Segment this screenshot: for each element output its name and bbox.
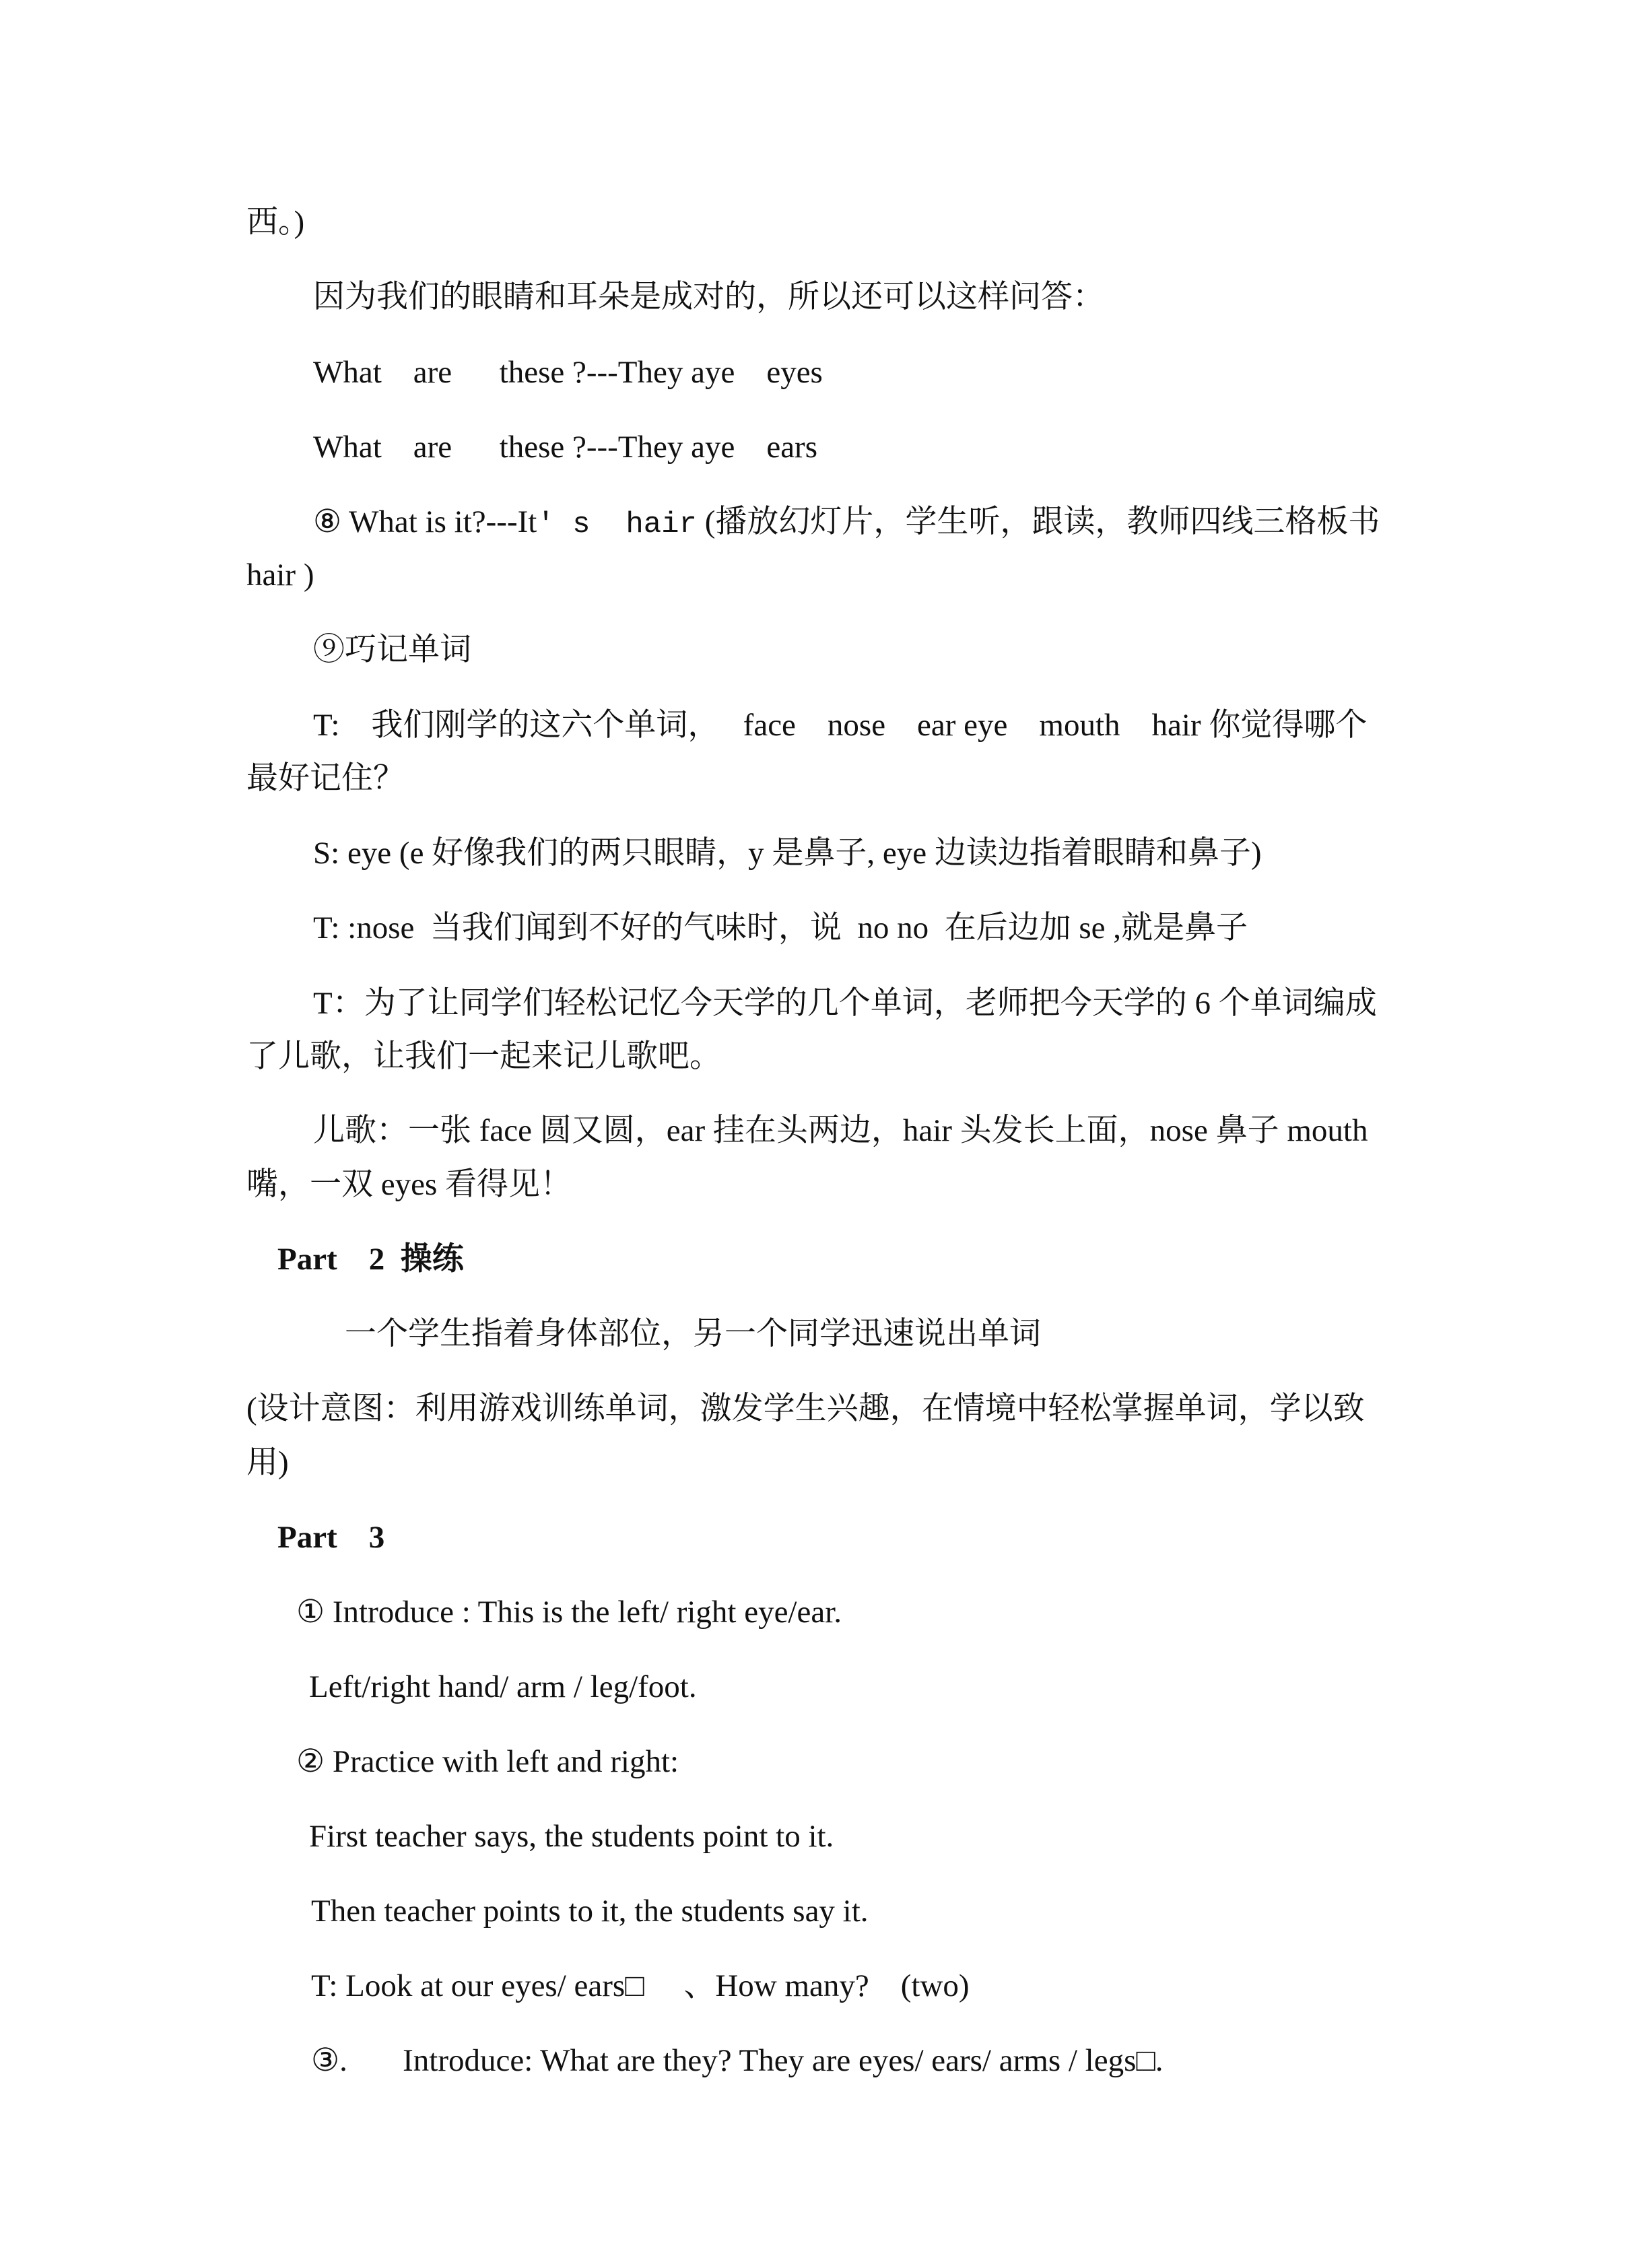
section-heading-part-2: Part 2 操练 [277, 1242, 464, 1277]
text-line-19: 用) [246, 1445, 289, 1480]
text-line-5 [313, 496, 1380, 551]
text-line-13: 了儿歌，让我们一起来记儿歌吧。 [246, 1039, 721, 1074]
text-line-8: T: 我们刚学的这六个单词， face nose ear eye mouth hair 你觉得哪个 [313, 708, 1368, 743]
text-line-3: What are these ?---They aye eyes [313, 355, 823, 390]
text-line-11: T: :nose 当我们闻到不好的气味时，说 no no 在后边加 se ,就是鼻子 [313, 910, 1248, 945]
text-line-5-mono: ′ s hair [537, 508, 697, 541]
text-line-4: What are these ?---They aye ears [313, 430, 817, 465]
text-line-9: 最好记住？ [246, 761, 405, 796]
section-heading-part-3: Part 3 [277, 1520, 385, 1555]
text-line-5-suffix: (播放幻灯片，学生听，跟读，教师四线三格板书 [696, 504, 1380, 539]
text-line-18: (设计意图：利用游戏训练单词，激发学生兴趣，在情境中轻松掌握单词，学以致 [246, 1391, 1365, 1426]
text-line-10: S: eye (e 好像我们的两只眼睛，y 是鼻子, eye 边读边指着眼睛和鼻子) [313, 836, 1262, 871]
text-line-6: hair ) [246, 558, 314, 593]
text-line-5-prefix: ⑧ What is it?---It [313, 504, 537, 539]
text-line-25: Then teacher points to it, the students say it. [311, 1894, 869, 1929]
text-line-22: Left/right hand/ arm / leg/foot. [309, 1669, 697, 1704]
text-line-27: ③. Introduce: What are they? They are eyes/ ears/ arms / legs□. [311, 2043, 1164, 2078]
text-line-23: ② Practice with left and right: [296, 1744, 679, 1779]
text-line-26: T: Look at our eyes/ ears□ 、How many? (two) [311, 1968, 970, 2003]
text-line-24: First teacher says, the students point to it. [309, 1819, 834, 1854]
text-line-15: 嘴，一双 eyes 看得见！ [246, 1167, 572, 1202]
text-line-21: ① Introduce : This is the left/ right eye/ear. [296, 1595, 842, 1630]
text-line-7: ⑨巧记单词 [313, 632, 471, 667]
text-line-14: 儿歌：一张 face 圆又圆，ear 挂在头两边，hair 头发长上面，nose 鼻子 mouth [313, 1113, 1368, 1148]
text-line-17: 一个学生指着身体部位，另一个同学迅速说出单词 [345, 1316, 1041, 1352]
text-line-12: T：为了让同学们轻松记忆今天学的几个单词，老师把今天学的 6 个单词编成 [313, 986, 1377, 1021]
text-line-2: 因为我们的眼睛和耳朵是成对的，所以还可以这样问答： [313, 279, 1104, 314]
text-line-1: 西。) [246, 205, 305, 240]
